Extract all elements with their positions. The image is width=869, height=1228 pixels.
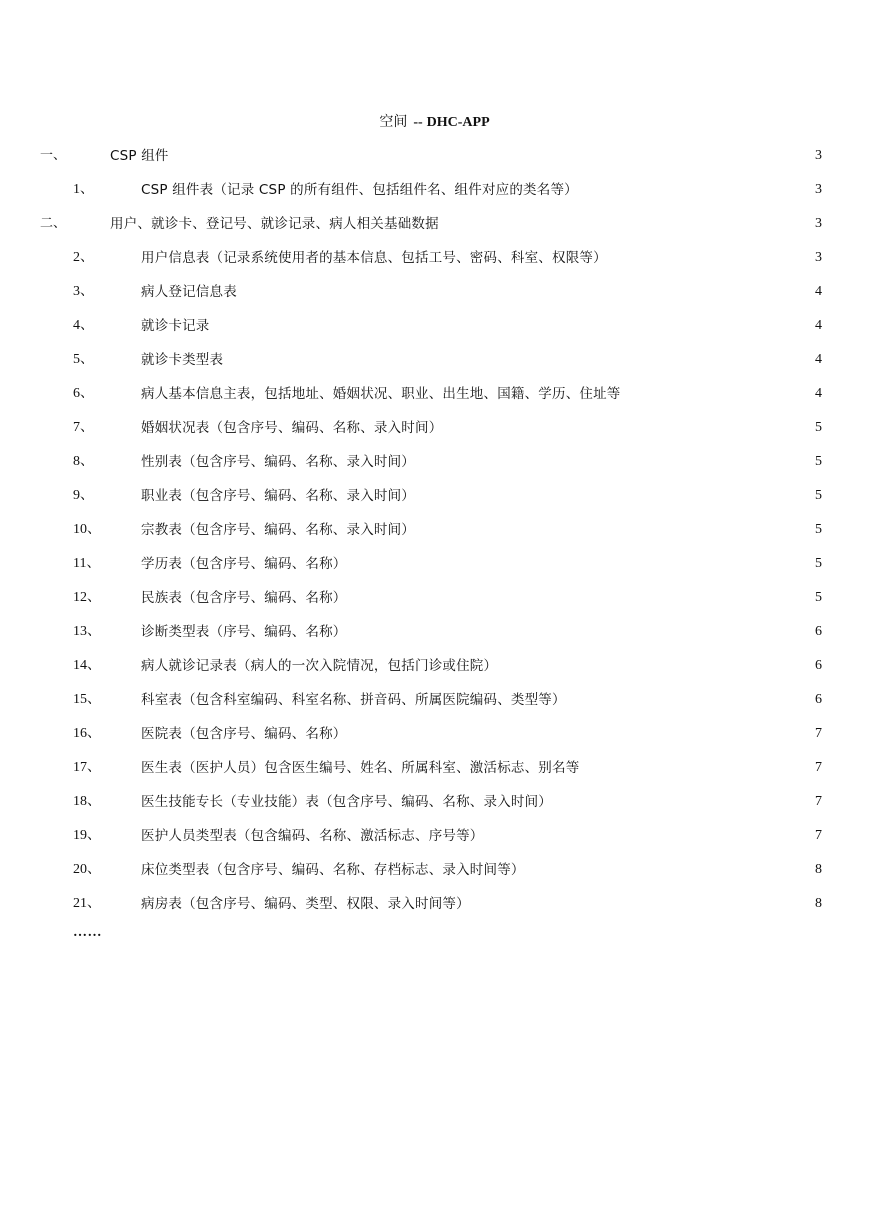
toc-entry-row[interactable] xyxy=(0,583,869,617)
toc-entry-number: 17、 xyxy=(73,760,101,775)
toc-entry-row[interactable] xyxy=(0,175,869,209)
toc-page-number: 5 xyxy=(815,590,822,605)
toc-entry-row[interactable] xyxy=(0,277,869,311)
toc-entry-number: 9、 xyxy=(73,488,94,503)
toc-entry-text[interactable]: 宗教表（包含序号、编码、名称、录入时间） xyxy=(141,522,415,538)
toc-entry-text[interactable]: CSP 组件表（记录 CSP 的所有组件、包括组件名、组件对应的类名等） xyxy=(141,182,578,198)
table-of-contents xyxy=(0,141,869,923)
toc-entry-text[interactable]: 用户信息表（记录系统使用者的基本信息、包括工号、密码、科室、权限等） xyxy=(141,250,607,266)
toc-entry-number: 16、 xyxy=(73,726,101,741)
toc-page-number: 4 xyxy=(815,318,822,333)
toc-entry-row[interactable] xyxy=(0,855,869,889)
toc-entry-number: 5、 xyxy=(73,352,94,367)
toc-section-row[interactable] xyxy=(0,209,869,243)
toc-entry-row[interactable] xyxy=(0,651,869,685)
toc-entry-row[interactable] xyxy=(0,889,869,923)
toc-page-number: 3 xyxy=(815,250,822,265)
toc-entry-text[interactable]: CSP 组件 xyxy=(110,148,169,164)
toc-entry-number: 7、 xyxy=(73,420,94,435)
toc-page-number: 5 xyxy=(815,522,822,537)
document-title xyxy=(0,112,869,133)
toc-entry-number: 12、 xyxy=(73,590,101,605)
toc-entry-number: 3、 xyxy=(73,284,94,299)
toc-page-number: 6 xyxy=(815,658,822,673)
toc-entry-row[interactable] xyxy=(0,617,869,651)
toc-page-number: 7 xyxy=(815,726,822,741)
toc-entry-text[interactable]: 婚姻状况表（包含序号、编码、名称、录入时间） xyxy=(141,420,443,436)
toc-entry-text[interactable]: 医护人员类型表（包含编码、名称、激活标志、序号等） xyxy=(141,828,484,844)
toc-entry-number: 4、 xyxy=(73,318,94,333)
toc-entry-text[interactable]: 病人登记信息表 xyxy=(141,284,237,300)
toc-page-number: 8 xyxy=(815,862,822,877)
toc-entry-row[interactable] xyxy=(0,447,869,481)
toc-entry-row[interactable] xyxy=(0,379,869,413)
title-space: 空间 xyxy=(379,114,408,130)
title-app-name: DHC-APP xyxy=(426,115,490,130)
toc-entry-number: 2、 xyxy=(73,250,94,265)
toc-entry-text[interactable]: 学历表（包含序号、编码、名称） xyxy=(141,556,347,572)
toc-entry-text[interactable]: 职业表（包含序号、编码、名称、录入时间） xyxy=(141,488,415,504)
toc-entry-text[interactable]: 病房表（包含序号、编码、类型、权限、录入时间等） xyxy=(141,896,470,912)
toc-entry-text[interactable]: 医院表（包含序号、编码、名称） xyxy=(141,726,347,742)
toc-page-number: 8 xyxy=(815,896,822,911)
toc-page-number: 4 xyxy=(815,352,822,367)
toc-entry-row[interactable] xyxy=(0,515,869,549)
toc-entry-text[interactable]: 就诊卡记录 xyxy=(141,318,210,334)
toc-entry-row[interactable] xyxy=(0,753,869,787)
toc-entry-number: 15、 xyxy=(73,692,101,707)
toc-entry-number: 10、 xyxy=(73,522,101,537)
toc-page-number: 7 xyxy=(815,794,822,809)
toc-ellipsis: …… xyxy=(73,925,102,940)
toc-entry-row[interactable] xyxy=(0,821,869,855)
toc-entry-row[interactable] xyxy=(0,719,869,753)
toc-page-number: 3 xyxy=(815,182,822,197)
toc-entry-number: 8、 xyxy=(73,454,94,469)
toc-entry-text[interactable]: 病人基本信息主表，包括地址、婚姻状况、职业、出生地、国籍、学历、住址等 xyxy=(141,386,621,402)
toc-entry-text[interactable]: 科室表（包含科室编码、科室名称、拼音码、所属医院编码、类型等） xyxy=(141,692,566,708)
toc-entry-row[interactable] xyxy=(0,787,869,821)
toc-page-number: 6 xyxy=(815,624,822,639)
toc-entry-text[interactable]: 病人就诊记录表（病人的一次入院情况，包括门诊或住院） xyxy=(141,658,498,674)
toc-entry-number: 21、 xyxy=(73,896,101,911)
toc-entry-number: 18、 xyxy=(73,794,101,809)
toc-entry-row[interactable] xyxy=(0,311,869,345)
toc-entry-number: 1、 xyxy=(73,182,94,197)
toc-page-number: 4 xyxy=(815,386,822,401)
toc-entry-row[interactable] xyxy=(0,549,869,583)
toc-section-row[interactable] xyxy=(0,141,869,175)
title-separator: -- xyxy=(413,115,423,130)
toc-page-number: 5 xyxy=(815,454,822,469)
toc-entry-text[interactable]: 诊断类型表（序号、编码、名称） xyxy=(141,624,347,640)
toc-entry-text[interactable]: 性别表（包含序号、编码、名称、录入时间） xyxy=(141,454,415,470)
toc-entry-text[interactable]: 用户、就诊卡、登记号、就诊记录、病人相关基础数据 xyxy=(110,216,439,232)
toc-entry-number: 二、 xyxy=(40,216,67,231)
toc-page-number: 5 xyxy=(815,488,822,503)
toc-page-number: 4 xyxy=(815,284,822,299)
toc-entry-number: 20、 xyxy=(73,862,101,877)
toc-page-number: 3 xyxy=(815,216,822,231)
toc-page-number: 5 xyxy=(815,556,822,571)
toc-entry-text[interactable]: 就诊卡类型表 xyxy=(141,352,224,368)
toc-entry-text[interactable]: 床位类型表（包含序号、编码、名称、存档标志、录入时间等） xyxy=(141,862,525,878)
toc-entry-number: 19、 xyxy=(73,828,101,843)
toc-entry-number: 一、 xyxy=(40,148,67,163)
toc-entry-row[interactable] xyxy=(0,413,869,447)
toc-entry-row[interactable] xyxy=(0,685,869,719)
toc-entry-text[interactable]: 民族表（包含序号、编码、名称） xyxy=(141,590,347,606)
toc-entry-number: 11、 xyxy=(73,556,101,571)
toc-entry-row[interactable] xyxy=(0,345,869,379)
toc-entry-text[interactable]: 医生技能专长（专业技能）表（包含序号、编码、名称、录入时间） xyxy=(141,794,552,810)
toc-page-number: 5 xyxy=(815,420,822,435)
toc-entry-row[interactable] xyxy=(0,243,869,277)
toc-entry-number: 6、 xyxy=(73,386,94,401)
toc-page-number: 7 xyxy=(815,760,822,775)
toc-page-number: 7 xyxy=(815,828,822,843)
toc-page-number: 6 xyxy=(815,692,822,707)
toc-page-number: 3 xyxy=(815,148,822,163)
toc-entry-number: 14、 xyxy=(73,658,101,673)
toc-entry-row[interactable] xyxy=(0,481,869,515)
toc-entry-text[interactable]: 医生表（医护人员）包含医生编号、姓名、所属科室、激活标志、别名等 xyxy=(141,760,580,776)
toc-entry-number: 13、 xyxy=(73,624,101,639)
